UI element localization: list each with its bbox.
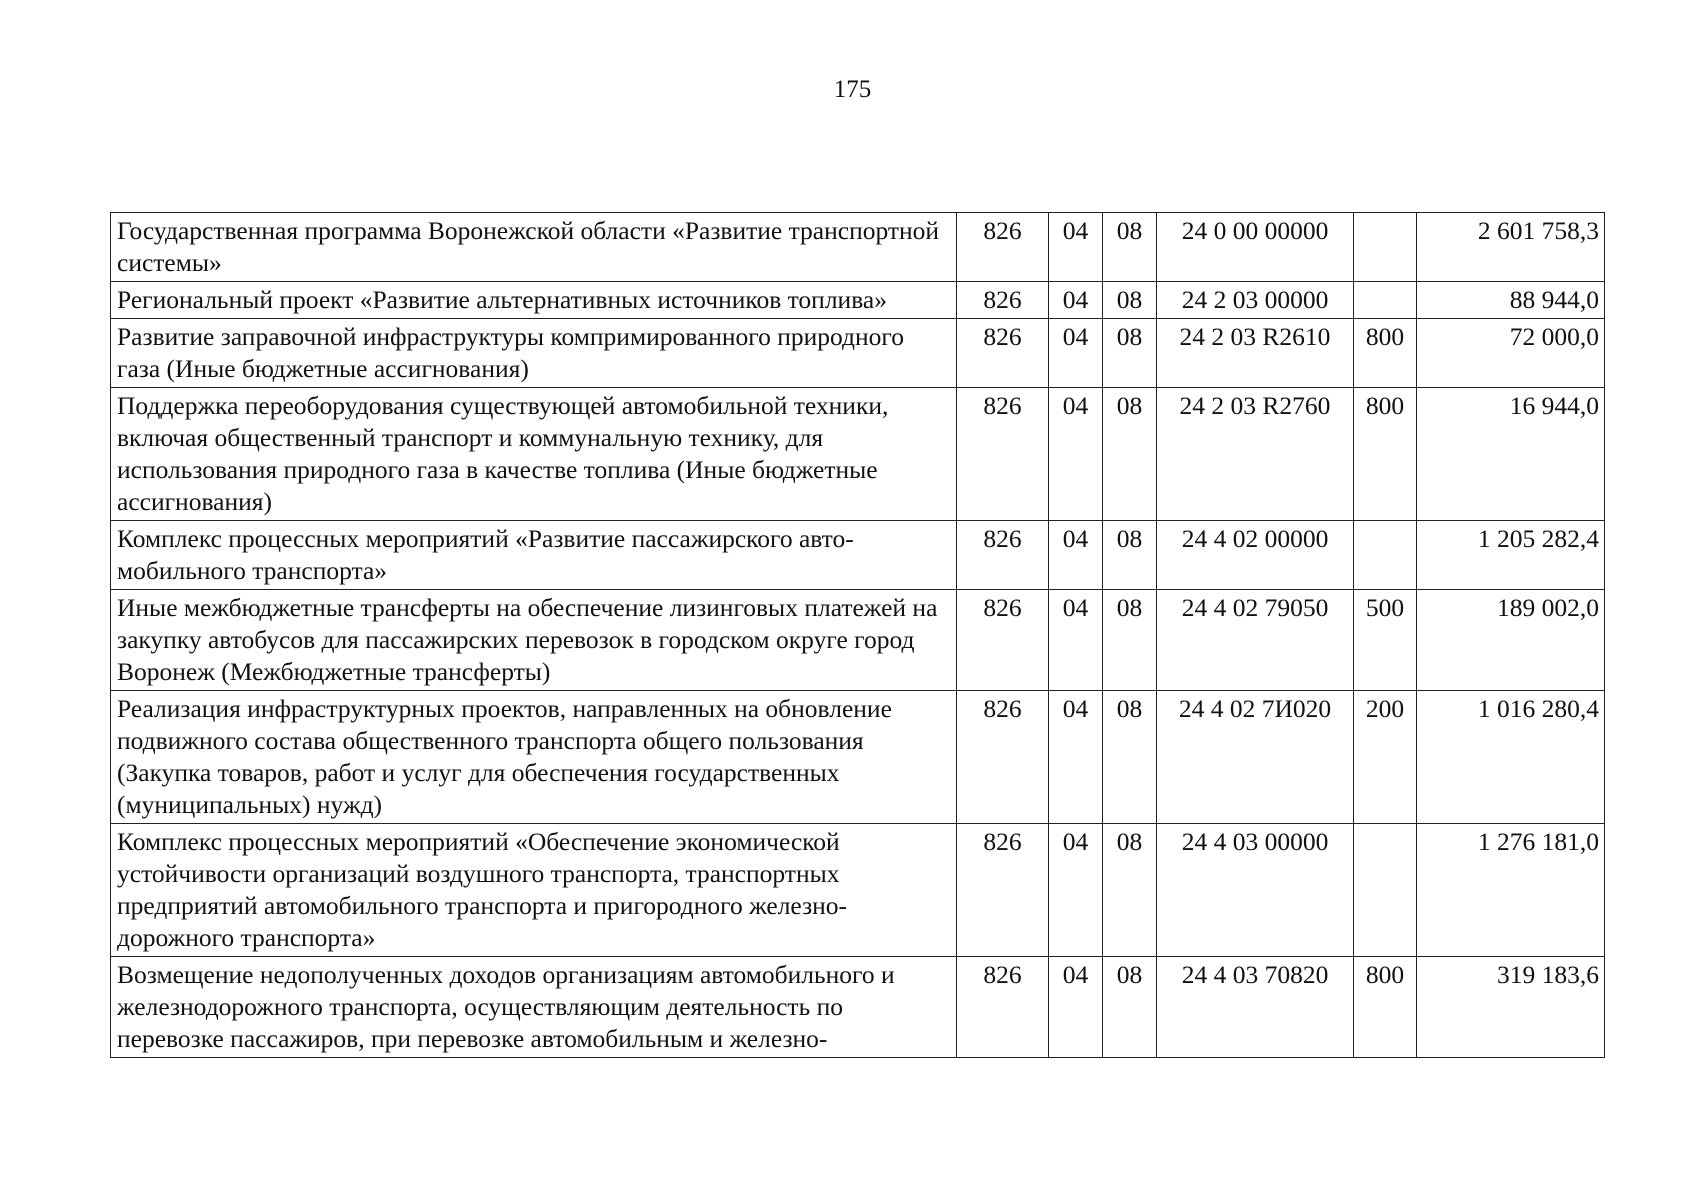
row-target-article-cell: 24 4 02 79050: [1157, 590, 1354, 691]
table-row: [111, 319, 1605, 388]
row-name-cell: Государственная программа Воронежской области «Развитие транспортной системы»: [111, 213, 957, 282]
row-grbs-cell: 826: [957, 957, 1049, 1058]
budget-table: [110, 212, 1605, 1058]
row-section-cell: 04: [1049, 388, 1103, 521]
row-grbs-cell: 826: [957, 824, 1049, 957]
row-target-article-cell: 24 2 03 R2760: [1157, 388, 1354, 521]
row-name-cell: Развитие заправочной инфраструктуры компримированного природного газа (Иные бюджетные ассигнования): [111, 319, 957, 388]
table-row: [111, 691, 1605, 824]
row-name-cell: Возмещение недополученных доходов организациям автомобильного и железнодорожного транспорта, осуществляющим деятельность по перевозке пассажиров, при перевозке автомобильным и железно-: [111, 957, 957, 1058]
row-subsection-cell: 08: [1103, 691, 1157, 824]
row-name-cell: Комплекс процессных мероприятий «Обеспечение экономической устойчивости организаций воздушного транспорта, транспортных предприятий автомобильного транспорта и пригородного железнодорожного транспорта»: [111, 824, 957, 957]
row-target-article-cell: 24 4 03 00000: [1157, 824, 1354, 957]
table-row: [111, 388, 1605, 521]
row-section-cell: 04: [1049, 521, 1103, 590]
table-row: [111, 213, 1605, 282]
row-expense-type-cell: [1354, 282, 1417, 319]
row-name-cell: Комплекс процессных мероприятий «Развитие пассажирского автомобильного транспорта»: [111, 521, 957, 590]
row-subsection-cell: 08: [1103, 521, 1157, 590]
row-expense-type-cell: 500: [1354, 590, 1417, 691]
row-target-article-cell: 24 0 00 00000: [1157, 213, 1354, 282]
row-amount-cell: 72 000,0: [1417, 319, 1605, 388]
table-row: [111, 590, 1605, 691]
row-section-cell: 04: [1049, 213, 1103, 282]
table-row: [111, 824, 1605, 957]
row-subsection-cell: 08: [1103, 213, 1157, 282]
row-subsection-cell: 08: [1103, 824, 1157, 957]
row-target-article-cell: 24 4 02 00000: [1157, 521, 1354, 590]
row-section-cell: 04: [1049, 824, 1103, 957]
row-amount-cell: 2 601 758,3: [1417, 213, 1605, 282]
row-name-cell: Реализация инфраструктурных проектов, направленных на обновление подвижного состава общественного транспорта общего пользования (Закупка товаров, работ и услуг для обеспечения государственных (муниципальных) нужд): [111, 691, 957, 824]
row-name-cell: Региональный проект «Развитие альтернативных источников топлива»: [111, 282, 957, 319]
table-row: [111, 957, 1605, 1058]
table-row: [111, 282, 1605, 319]
row-section-cell: 04: [1049, 590, 1103, 691]
row-amount-cell: 1 276 181,0: [1417, 824, 1605, 957]
table-body: [111, 213, 1605, 1058]
row-grbs-cell: 826: [957, 213, 1049, 282]
row-expense-type-cell: 800: [1354, 957, 1417, 1058]
row-grbs-cell: 826: [957, 282, 1049, 319]
row-section-cell: 04: [1049, 282, 1103, 319]
row-grbs-cell: 826: [957, 388, 1049, 521]
row-grbs-cell: 826: [957, 691, 1049, 824]
row-amount-cell: 16 944,0: [1417, 388, 1605, 521]
row-grbs-cell: 826: [957, 590, 1049, 691]
row-section-cell: 04: [1049, 957, 1103, 1058]
row-target-article-cell: 24 2 03 R2610: [1157, 319, 1354, 388]
row-subsection-cell: 08: [1103, 957, 1157, 1058]
row-subsection-cell: 08: [1103, 319, 1157, 388]
row-grbs-cell: 826: [957, 319, 1049, 388]
row-amount-cell: 189 002,0: [1417, 590, 1605, 691]
row-target-article-cell: 24 4 02 7И020: [1157, 691, 1354, 824]
row-amount-cell: 1 016 280,4: [1417, 691, 1605, 824]
row-subsection-cell: 08: [1103, 590, 1157, 691]
row-section-cell: 04: [1049, 691, 1103, 824]
row-expense-type-cell: 200: [1354, 691, 1417, 824]
row-expense-type-cell: [1354, 521, 1417, 590]
row-expense-type-cell: [1354, 824, 1417, 957]
table-row: [111, 521, 1605, 590]
row-expense-type-cell: 800: [1354, 388, 1417, 521]
row-amount-cell: 88 944,0: [1417, 282, 1605, 319]
row-amount-cell: 1 205 282,4: [1417, 521, 1605, 590]
row-grbs-cell: 826: [957, 521, 1049, 590]
row-section-cell: 04: [1049, 319, 1103, 388]
row-name-cell: Поддержка переоборудования существующей автомобильной техники, включая общественный транспорт и коммунальную технику, для использования природного газа в качестве топлива (Иные бюджетные ассигнования): [111, 388, 957, 521]
row-expense-type-cell: [1354, 213, 1417, 282]
row-target-article-cell: 24 4 03 70820: [1157, 957, 1354, 1058]
row-subsection-cell: 08: [1103, 282, 1157, 319]
row-name-cell: Иные межбюджетные трансферты на обеспечение лизинговых платежей на закупку автобусов для пассажирских перевозок в городском округе город Воронеж (Межбюджетные трансферты): [111, 590, 957, 691]
row-expense-type-cell: 800: [1354, 319, 1417, 388]
row-target-article-cell: 24 2 03 00000: [1157, 282, 1354, 319]
page-number: 175: [833, 76, 872, 103]
row-amount-cell: 319 183,6: [1417, 957, 1605, 1058]
row-subsection-cell: 08: [1103, 388, 1157, 521]
